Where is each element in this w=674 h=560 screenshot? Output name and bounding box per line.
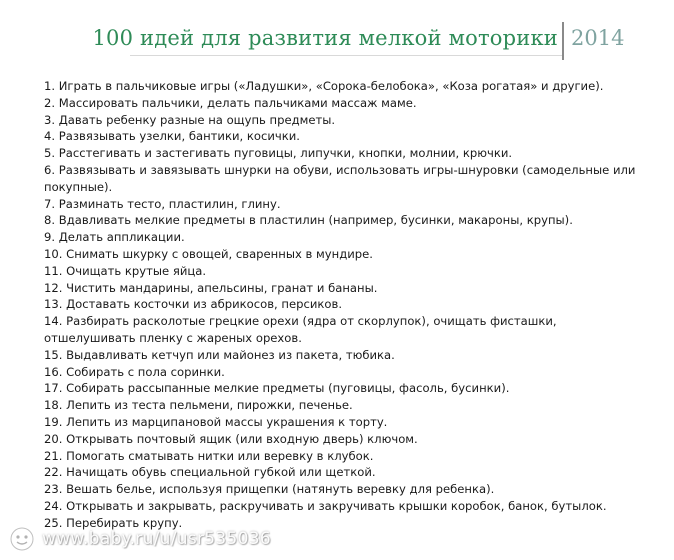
header-divider (562, 22, 564, 60)
list-item: 4. Развязывать узелки, бантики, косички. (44, 129, 300, 144)
list-item: 25. Перебирать крупу. (44, 515, 183, 530)
list-item: 13. Доставать косточки из абрикосов, персиков. (44, 297, 343, 312)
list-item: 22. Начищать обувь специальной губкой или щеткой. (44, 465, 376, 480)
list-item: 24. Открывать и закрывать, раскручивать и закручивать крышки коробок, банок, бутылок. (44, 498, 607, 513)
list-item: 1. Играть в пальчиковые игры («Ладушки», «Сорока-белобока», «Коза рогатая» и другие). (44, 79, 604, 93)
header-rule (130, 55, 562, 56)
baby-logo-icon (8, 526, 36, 552)
list-item: 20. Открывать почтовый ящик (или входную дверь) ключом. (44, 431, 418, 446)
list-item: 6. Развязывать и завязывать шнурки на обуви, использовать игры-шнуровки (самодельные или покупные). (44, 162, 636, 194)
list-item: 14. Разбирать расколотые грецкие орехи (ядра от скорлупок), очищать фисташки, отшелушивать пленку с жареных орехов. (44, 314, 557, 345)
document-header (0, 22, 674, 62)
list-item: 10. Снимать шкурку с овощей, сваренных в мундире. (44, 246, 373, 261)
list-item: 7. Разминать тесто, пластилин, глину. (44, 196, 281, 211)
document-year: 2014 (571, 26, 625, 50)
watermark-text: www.baby.ru/u/usr535036 (42, 529, 272, 549)
document-title: 100 идей для развития мелкой моторики (92, 26, 558, 50)
watermark (8, 526, 271, 552)
list-item: 17. Собирать рассыпанные мелкие предметы (пуговицы, фасоль, бусинки). (44, 381, 510, 396)
list-item: 3. Давать ребенку разные на ощупь предметы. (44, 112, 336, 127)
list-item: 8. Вдавливать мелкие предметы в пластилин (например, бусинки, макароны, крупы). (44, 213, 573, 228)
list-item: 12. Чистить мандарины, апельсины, гранат и бананы. (44, 280, 378, 295)
list-item: 16. Собирать с пола соринки. (44, 364, 225, 379)
list-item: 11. Очищать крутые яйца. (44, 263, 207, 278)
list-item: 9. Делать аппликации. (44, 230, 185, 245)
list-item: 15. Выдавливать кетчуп или майонез из пакета, тюбика. (44, 347, 395, 362)
list-item: 23. Вешать белье, используя прищепки (натянуть веревку для ребенка). (44, 482, 495, 497)
ideas-list (44, 78, 644, 532)
list-item: 5. Расстегивать и застегивать пуговицы, липучки, кнопки, молнии, крючки. (44, 146, 513, 161)
list-item: 21. Помогать сматывать нитки или веревку в клубок. (44, 448, 374, 463)
list-item: 2. Массировать пальчики, делать пальчиками массаж маме. (44, 95, 417, 110)
list-item: 18. Лепить из теста пельмени, пирожки, печенье. (44, 398, 353, 413)
list-item: 19. Лепить из марципановой массы украшения к торту. (44, 414, 388, 429)
